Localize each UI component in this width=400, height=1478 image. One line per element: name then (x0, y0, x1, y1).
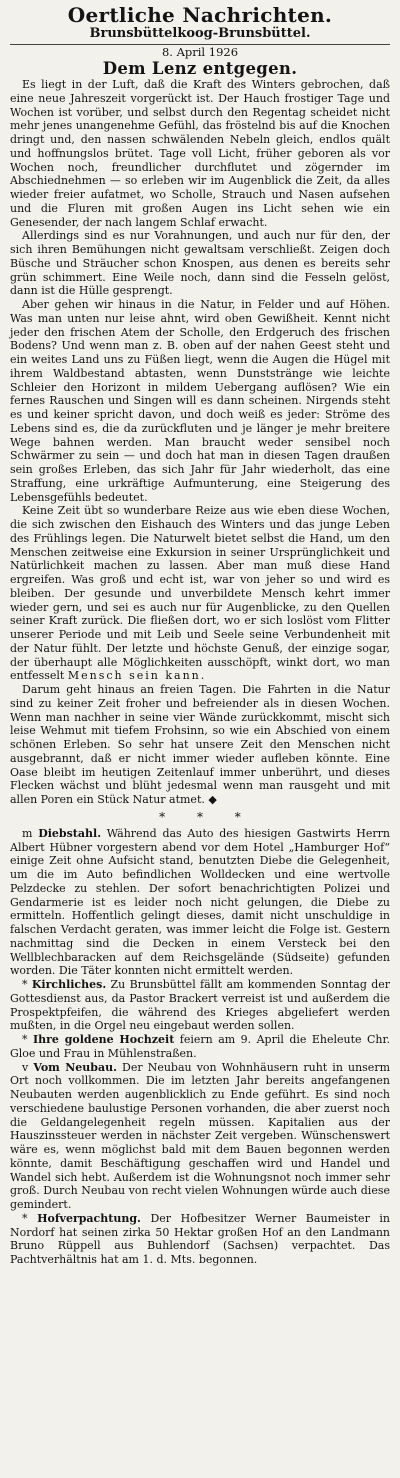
item-text: Der Neubau von Wohnhäusern ruht in unserm Ort noch vollkommen. Die im letzten Jahr bereits angefangenen Neubauten werden augenblicklich zu Ende geführt. Es sind noch verschiedene baulustige Personen vorhanden, die aber zuerst noch die Geldangelegenheit regeln müssen. Kapitalien aus der Hauszinssteuer werden in nächster Zeit vergeben. Wünschenswert wäre es, wenn möglichst bald mit dem Bauen begonnen werden könnte, damit Beschäftigung geschaffen wird und Handel und Wandel sich hebt. Außerdem ist die Wohnungsnot noch immer sehr groß. Durch Neubau von recht vielen Wohnungen würde auch diese gemindert. (10, 1060, 391, 1211)
news-item-theft (10, 827, 390, 978)
item-text: Der Hofbesitzer Werner Baumeister in Nordorf hat seinen zirka 50 Hektar großen Hof an den Landmann Bruno Rüppell aus Buhlendorf (Sachsen) verpachtet. Das Pachtverhältnis hat am 1. d. Mts. begonnen. (10, 1211, 391, 1266)
news-item-anniversary: * Ihre goldene Hochzeit feiern am 9. April die Eheleute Chr. Gloe und Frau in Mühlenstraßen. (10, 1033, 391, 1060)
date-line: 8. April 1926 (161, 45, 239, 59)
news-item-church: * Kirchliches. Zu Brunsbüttel fällt am kommenden Sonntag der Gottesdienst aus, da Pastor Brackert verreist ist und außerdem die Prospektpfeifen, die während des Krieges abgeliefert werden mußten, in die Orgel neu eingebaut werden sollen. (10, 978, 391, 1033)
article-paragraph: Es liegt in der Luft, daß die Kraft des Winters gebrochen, daß eine neue Jahreszeit vorgerückt ist. Der Hauch frostiger Tage und Wochen ist vorüber, und selbst durch den Regentag scheidet nicht mehr jenes unangenehme Gefühl, das fröstelnd bis auf die Knochen dringt und, den nassen schwälenden Nebeln gleich, endlos quält und hoffnungslos brütet. Tage voll Licht, früher geboren als vor Wochen noch, freundlicher durchflutet und zögernder im Abschiednehmen — so erleben wir im Augenblick die Zeit, da alles wieder freier aufatmet, wo Scholle, Strauch und Nasen aufsehen und die Fluren mit großen Augen ins Licht sehen wie ein Genesender, der nach langem Schlaf erwacht. (10, 78, 390, 229)
news-item-building: v Vom Neubau. Der Neubau von Wohnhäusern ruht in unserm Ort noch vollkommen. Die im letzten Jahr bereits angefangenen Neubauten werden augenblicklich zu Ende geführt. Es sind noch verschiedene baulustige Personen vorhanden, die aber zuerst noch die Geldangelegenheit regeln müssen. Kapitalien aus der Hauszinssteuer werden in nächster Zeit vergeben. Wünschenswert wäre es, wenn möglichst bald mit dem Bauen begonnen werden könnte, damit Beschäftigung geschaffen wird und Handel und Wandel sich hebt. Außerdem ist die Wohnungsnot noch immer sehr groß. Durch Neubau von recht vielen Wohnungen würde auch diese gemindert. (10, 1060, 391, 1211)
end-mark: ◆ (208, 793, 217, 806)
article-paragraph: Aber gehen wir hinaus in die Natur, in Felder und auf Höhen. Was man unten nur leise ahnt, wird oben Gewißheit. Kennt nicht jeder den frischen Atem der Scholle, den Erdgeruch des frischen Bodens? Und wenn man z. B. oben auf der nahen Geest steht und ein weites Land uns zu Füßen liegt, wenn die Augen die Hügel mit ihrem Waldbestand abtasten, wenn Dunststränge wie leichte Schleier den Horizont in mildem Uebergang auflösen? Wie ein fernes Rauschen und Singen will es dann scheinen. Nirgends steht es und keiner spricht davon, und doch weiß es jeder: Ströme des Lebens sind es, die da zurückfluten und je länger je mehr breitere Wege bahnen werden. Man braucht weder sensibel noch Schwärmer zu sein — und doch hat man in diesen Tagen draußen sein großes Erleben, das sich Jahr für Jahr wiederholt, das eine Straffung, eine urkräftige Aufmunterung, eine Steigerung des Lebensgefühls bedeutet. (10, 298, 390, 504)
emphasized-text: Mensch sein kann. (67, 669, 207, 683)
article-paragraph (10, 504, 390, 683)
item-heading: Hofverpachtung. (37, 1211, 141, 1225)
item-text: Während das Auto des hiesigen Gastwirts Herrn Albert Hübner vorgestern abend vor dem Hotel „Hamburger Hof“ einige Zeit ohne Aufsicht stand, benutzten Diebe die Gelegenheit, um die im Auto befindlichen Wolldecken und eine wertvolle Pelzdecke zu stehlen. Der sofort benachrichtigten Polizei und Gendarmerie ist es leider noch nicht gelungen, die Diebe zu ermitteln. Hoffentlich gelingt dieses, damit nicht unschuldige in falschen Verdacht geraten, was immer leicht die Folge ist. Gestern nachmittag sind die Decken in einem Versteck bei den Wellblechbaracken auf dem Reichsgelände (Südseite) gefunden worden. Die Täter konnten nicht ermittelt werden. (10, 826, 391, 978)
place-line: Brunsbüttelkoog-Brunsbüttel. (89, 26, 311, 41)
paragraph-text: Darum geht hinaus an freien Tagen. Die Fahrten in die Natur sind zu keiner Zeit froher und befreiender als in diesen Wochen. Wenn man nachher in seine vier Wände zurückkommt, mischt sich leise Wehmut mit tiefem Frohsinn, so wie ein Abschied von einem schönen Erleben. So sehr hat unsere Zeit den Menschen nicht ausgebrannt, daß er nicht immer wieder aufleben könnte. Eine Oase bleibt im heutigen Zeitenlauf immer unberührt, und dieses Flecken wächst und blüht jedesmal wenn man rausgeht und mit allen Poren ein Stück Natur atmet. (10, 683, 390, 806)
paragraph-text: Keine Zeit übt so wunderbare Reize aus wie eben diese Wochen, die sich zwischen den Eishauch des Winters und das junge Leben des Frühlings legen. Die Naturwelt bietet selbst die Hand, um den Menschen zeitweise eine Exkursion in seiner Ursprünglichkeit und Natürlichkeit machen zu lassen. Aber man muß diese Hand ergreifen. Was groß und echt ist, war von jeher so und wird es bleiben. Der gesunde und unverbildete Mensch kehrt immer wieder gern, und sei es auch nur für Augenblicke, zu den Quellen seiner Kraft zurück. Die fließen dort, wo er sich loslöst vom Flitter unserer Periode und mit Leib und Seele seine Verbundenheit mit der Natur fühlt. Der letzte und höchste Genuß, der einzige sogar, der überhaupt alle Möglichkeiten ausschöpft, winkt dort, wo man entfesselt (10, 504, 390, 683)
item-prefix: m (22, 826, 33, 840)
item-heading: Ihre goldene Hochzeit (32, 1033, 175, 1046)
item-text: Zu Brunsbüttel fällt am kommenden Sonntag der Gottesdienst aus, da Pastor Brackert verreist ist und außerdem die Prospektpfeifen, die während des Krieges abgeliefert werden mußten, in die Orgel neu eingebaut werden sollen. (10, 978, 391, 1033)
article-paragraph: Allerdings sind es nur Vorahnungen, und auch nur für den, der sich ihren Bemühungen nicht gewaltsam verschließt. Zeigen doch Büsche und Sträucher schon Knospen, aus denen es bereits sehr grün schimmert. Eine Weile noch, dann sind die Fesseln gelöst, dann ist die Hülle gesprengt. (10, 229, 390, 298)
masthead: Oertliche Nachrichten. (67, 3, 333, 27)
item-heading: Kirchliches. (31, 978, 107, 991)
section-separator: * * * (159, 809, 255, 824)
page-header (10, 4, 390, 78)
article-paragraph (10, 683, 390, 807)
item-text: feiern am 9. April die Eheleute Chr. Gloe und Frau in Mühlenstraßen. (10, 1033, 391, 1060)
item-heading: Vom Neubau. (33, 1060, 117, 1074)
article-title: Dem Lenz entgegen. (102, 59, 298, 78)
news-item-lease: * Hofverpachtung. Der Hofbesitzer Werner Baumeister in Nordorf hat seinen zirka 50 Hektar großen Hof an den Landmann Bruno Rüppell aus Buhlendorf (Sachsen) verpachtet. Das Pachtverhältnis hat am 1. d. Mts. begonnen. (10, 1211, 391, 1266)
item-heading: Diebstahl. (38, 826, 102, 840)
